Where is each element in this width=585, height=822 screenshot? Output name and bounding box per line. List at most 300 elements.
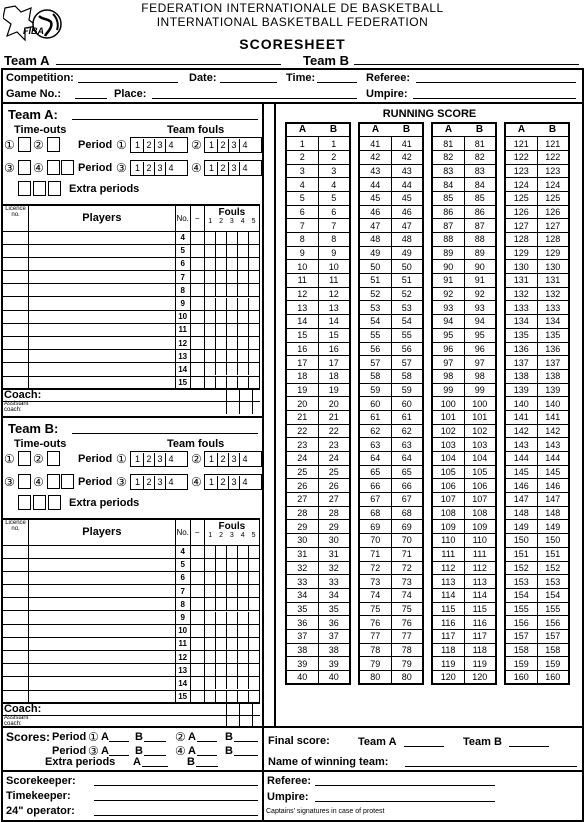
team-b-foul-slot[interactable] xyxy=(237,638,248,650)
team-a-player-cell[interactable] xyxy=(29,363,176,376)
team-a-fouls-cell[interactable] xyxy=(204,297,259,310)
running-score-b-144[interactable]: 144 xyxy=(537,452,569,466)
team-b-foul-slot[interactable] xyxy=(237,651,248,663)
running-score-a-72[interactable]: 72 xyxy=(359,561,391,575)
team-b-foul-slot[interactable] xyxy=(226,612,237,624)
running-score-b-90[interactable]: 90 xyxy=(464,260,496,274)
running-score-b-9[interactable]: 9 xyxy=(318,246,350,260)
team-a-foul-slot[interactable] xyxy=(237,298,248,310)
ep-a-field[interactable] xyxy=(142,757,168,767)
running-score-a-13[interactable]: 13 xyxy=(286,301,318,315)
running-score-b-14[interactable]: 14 xyxy=(318,315,350,329)
running-score-b-125[interactable]: 125 xyxy=(537,191,569,205)
running-score-a-41[interactable]: 41 xyxy=(359,137,391,151)
team-a-extra-period-box-1[interactable] xyxy=(18,181,31,196)
running-score-b-65[interactable]: 65 xyxy=(391,465,423,479)
running-score-a-115[interactable]: 115 xyxy=(432,602,464,616)
running-score-b-160[interactable]: 160 xyxy=(537,671,569,685)
team-b-foul-slot[interactable] xyxy=(248,625,259,637)
team-a-extra-period-box-3[interactable] xyxy=(48,181,61,196)
team-a-fouls-grid[interactable] xyxy=(205,324,259,336)
running-score-b-59[interactable]: 59 xyxy=(391,383,423,397)
running-score-b-43[interactable]: 43 xyxy=(391,164,423,178)
team-b-timeout-box-1[interactable] xyxy=(18,451,31,466)
team-a-foul-slot[interactable] xyxy=(226,311,237,323)
team-a-foul-slot[interactable] xyxy=(226,258,237,270)
team-a-foul-slot[interactable] xyxy=(215,298,226,310)
running-score-b-121[interactable]: 121 xyxy=(537,137,569,151)
team-a-fouls-grid[interactable] xyxy=(205,350,259,362)
team-a-foul-slot[interactable] xyxy=(237,232,248,244)
team-a-foul-slot[interactable] xyxy=(215,258,226,270)
running-score-a-141[interactable]: 141 xyxy=(505,410,537,424)
running-score-b-101[interactable]: 101 xyxy=(464,410,496,424)
team-b-foul-slot[interactable] xyxy=(237,691,248,703)
team-a-starter-cell[interactable] xyxy=(190,284,204,297)
running-score-a-64[interactable]: 64 xyxy=(359,452,391,466)
team-b-licence-cell[interactable] xyxy=(3,611,29,624)
running-score-a-96[interactable]: 96 xyxy=(432,342,464,356)
running-score-b-77[interactable]: 77 xyxy=(391,629,423,643)
team-b-foul-slot[interactable] xyxy=(205,638,215,650)
running-score-a-39[interactable]: 39 xyxy=(286,657,318,671)
team-a-foul-cell[interactable]: 4 xyxy=(165,139,176,152)
team-b-foul-slot[interactable] xyxy=(237,585,248,597)
running-score-a-59[interactable]: 59 xyxy=(359,383,391,397)
team-b-foul-slot[interactable] xyxy=(226,677,237,689)
running-score-a-34[interactable]: 34 xyxy=(286,588,318,602)
team-b-foul-cell[interactable]: 3 xyxy=(228,453,239,466)
running-score-b-157[interactable]: 157 xyxy=(537,629,569,643)
running-score-a-27[interactable]: 27 xyxy=(286,493,318,507)
running-score-a-113[interactable]: 113 xyxy=(432,575,464,589)
team-b-foul-slot[interactable] xyxy=(248,691,259,703)
running-score-b-13[interactable]: 13 xyxy=(318,301,350,315)
team-b-foul-cell[interactable]: 2 xyxy=(143,453,154,466)
running-score-a-102[interactable]: 102 xyxy=(432,424,464,438)
running-score-a-47[interactable]: 47 xyxy=(359,219,391,233)
team-b-foul-slot[interactable] xyxy=(226,572,237,584)
running-score-a-80[interactable]: 80 xyxy=(359,671,391,685)
team-b-fouls-grid[interactable] xyxy=(205,677,259,689)
running-score-a-28[interactable]: 28 xyxy=(286,506,318,520)
running-score-a-24[interactable]: 24 xyxy=(286,452,318,466)
running-score-a-105[interactable]: 105 xyxy=(432,465,464,479)
team-b-fouls-grid[interactable] xyxy=(205,598,259,610)
team-a-starter-cell[interactable] xyxy=(190,257,204,270)
running-score-a-58[interactable]: 58 xyxy=(359,369,391,383)
team-b-starter-cell[interactable] xyxy=(190,598,204,611)
team-b-name-field[interactable] xyxy=(72,424,258,434)
team-a-foul-slot[interactable] xyxy=(215,324,226,336)
running-score-a-158[interactable]: 158 xyxy=(505,643,537,657)
running-score-b-117[interactable]: 117 xyxy=(464,629,496,643)
running-score-b-61[interactable]: 61 xyxy=(391,410,423,424)
team-b-foul-slot[interactable] xyxy=(205,559,215,571)
team-b-fouls-grid[interactable] xyxy=(205,638,259,650)
running-score-b-158[interactable]: 158 xyxy=(537,643,569,657)
running-score-b-39[interactable]: 39 xyxy=(318,657,350,671)
running-score-b-131[interactable]: 131 xyxy=(537,274,569,288)
running-score-a-95[interactable]: 95 xyxy=(432,328,464,342)
team-a-starter-cell[interactable] xyxy=(190,244,204,257)
team-a-foul-slot[interactable] xyxy=(215,311,226,323)
p4-a-field[interactable] xyxy=(197,746,217,756)
running-score-b-55[interactable]: 55 xyxy=(391,328,423,342)
team-a-fouls-grid[interactable] xyxy=(205,377,259,389)
team-a-player-cell[interactable] xyxy=(29,350,176,363)
team-a-player-cell[interactable] xyxy=(29,323,176,336)
running-score-b-16[interactable]: 16 xyxy=(318,342,350,356)
running-score-a-1[interactable]: 1 xyxy=(286,137,318,151)
running-score-b-34[interactable]: 34 xyxy=(318,588,350,602)
team-b-foul-cell[interactable]: 1 xyxy=(208,476,214,487)
running-score-a-136[interactable]: 136 xyxy=(505,342,537,356)
running-score-a-140[interactable]: 140 xyxy=(505,397,537,411)
running-score-a-7[interactable]: 7 xyxy=(286,219,318,233)
team-b-starter-cell[interactable] xyxy=(190,637,204,650)
running-score-a-51[interactable]: 51 xyxy=(359,274,391,288)
running-score-a-126[interactable]: 126 xyxy=(505,205,537,219)
running-score-b-146[interactable]: 146 xyxy=(537,479,569,493)
final-team-a-field[interactable] xyxy=(404,737,444,747)
team-a-timeout-box-3[interactable] xyxy=(18,160,31,175)
running-score-b-73[interactable]: 73 xyxy=(391,575,423,589)
team-b-licence-cell[interactable] xyxy=(3,598,29,611)
team-a-starter-cell[interactable] xyxy=(190,323,204,336)
running-score-a-20[interactable]: 20 xyxy=(286,397,318,411)
team-a-foul-slot[interactable] xyxy=(237,245,248,257)
team-a-foul-cell[interactable]: 2 xyxy=(143,162,154,175)
running-score-b-148[interactable]: 148 xyxy=(537,506,569,520)
running-score-a-8[interactable]: 8 xyxy=(286,233,318,247)
running-score-b-104[interactable]: 104 xyxy=(464,452,496,466)
running-score-b-149[interactable]: 149 xyxy=(537,520,569,534)
date-field[interactable] xyxy=(220,73,277,83)
running-score-b-138[interactable]: 138 xyxy=(537,369,569,383)
team-b-foul-slot[interactable] xyxy=(248,677,259,689)
running-score-a-100[interactable]: 100 xyxy=(432,397,464,411)
running-score-b-72[interactable]: 72 xyxy=(391,561,423,575)
running-score-b-83[interactable]: 83 xyxy=(464,164,496,178)
team-a-foul-slot[interactable] xyxy=(248,284,259,296)
team-a-foul-slot[interactable] xyxy=(226,337,237,349)
team-a-foul-slot[interactable] xyxy=(237,350,248,362)
running-score-a-46[interactable]: 46 xyxy=(359,205,391,219)
running-score-b-52[interactable]: 52 xyxy=(391,287,423,301)
running-score-a-45[interactable]: 45 xyxy=(359,191,391,205)
team-a-player-cell[interactable] xyxy=(29,297,176,310)
team-b-foul-slot[interactable] xyxy=(226,651,237,663)
running-score-a-117[interactable]: 117 xyxy=(432,629,464,643)
team-a-player-cell[interactable] xyxy=(29,284,176,297)
team-b-foul-slot[interactable] xyxy=(237,559,248,571)
running-score-a-82[interactable]: 82 xyxy=(432,150,464,164)
game-no-field[interactable] xyxy=(75,89,107,99)
team-b-foul-slot[interactable] xyxy=(237,612,248,624)
team-b-foul-slot[interactable] xyxy=(215,651,226,663)
team-b-foul-slot[interactable] xyxy=(226,638,237,650)
running-score-b-15[interactable]: 15 xyxy=(318,328,350,342)
team-b-fouls-grid[interactable] xyxy=(205,691,259,703)
running-score-a-151[interactable]: 151 xyxy=(505,547,537,561)
running-score-a-110[interactable]: 110 xyxy=(432,534,464,548)
running-score-a-79[interactable]: 79 xyxy=(359,657,391,671)
running-score-a-157[interactable]: 157 xyxy=(505,629,537,643)
running-score-a-18[interactable]: 18 xyxy=(286,369,318,383)
team-b-foul-slot[interactable] xyxy=(205,612,215,624)
running-score-a-50[interactable]: 50 xyxy=(359,260,391,274)
running-score-b-37[interactable]: 37 xyxy=(318,629,350,643)
running-score-a-12[interactable]: 12 xyxy=(286,287,318,301)
team-b-starter-cell[interactable] xyxy=(190,558,204,571)
running-score-b-38[interactable]: 38 xyxy=(318,643,350,657)
running-score-a-116[interactable]: 116 xyxy=(432,616,464,630)
running-score-a-38[interactable]: 38 xyxy=(286,643,318,657)
running-score-a-132[interactable]: 132 xyxy=(505,287,537,301)
team-a-foul-slot[interactable] xyxy=(237,284,248,296)
team-b-foul-slot[interactable] xyxy=(248,598,259,610)
running-score-b-122[interactable]: 122 xyxy=(537,150,569,164)
running-score-a-22[interactable]: 22 xyxy=(286,424,318,438)
p3-a-field[interactable] xyxy=(109,746,129,756)
team-b-foul-slot[interactable] xyxy=(215,638,226,650)
team-a-foul-slot[interactable] xyxy=(237,337,248,349)
running-score-a-92[interactable]: 92 xyxy=(432,287,464,301)
running-score-a-87[interactable]: 87 xyxy=(432,219,464,233)
running-score-b-155[interactable]: 155 xyxy=(537,602,569,616)
team-b-foul-cell[interactable]: 2 xyxy=(217,476,228,489)
team-b-fouls-boxes-2[interactable] xyxy=(204,451,262,467)
team-a-starter-cell[interactable] xyxy=(190,350,204,363)
running-score-b-118[interactable]: 118 xyxy=(464,643,496,657)
team-b-foul-cell[interactable]: 1 xyxy=(208,453,214,464)
team-a-foul-slot[interactable] xyxy=(237,311,248,323)
running-score-a-86[interactable]: 86 xyxy=(432,205,464,219)
running-score-a-55[interactable]: 55 xyxy=(359,328,391,342)
running-score-b-31[interactable]: 31 xyxy=(318,547,350,561)
running-score-a-145[interactable]: 145 xyxy=(505,465,537,479)
running-score-a-15[interactable]: 15 xyxy=(286,328,318,342)
team-b-foul-cell[interactable]: 4 xyxy=(165,476,176,489)
running-score-b-142[interactable]: 142 xyxy=(537,424,569,438)
running-score-b-5[interactable]: 5 xyxy=(318,191,350,205)
running-score-a-85[interactable]: 85 xyxy=(432,191,464,205)
team-b-fouls-grid[interactable] xyxy=(205,664,259,676)
running-score-a-66[interactable]: 66 xyxy=(359,479,391,493)
team-b-foul-slot[interactable] xyxy=(226,598,237,610)
time-field[interactable] xyxy=(317,73,357,83)
running-score-b-109[interactable]: 109 xyxy=(464,520,496,534)
running-score-a-70[interactable]: 70 xyxy=(359,534,391,548)
team-a-foul-slot[interactable] xyxy=(215,337,226,349)
running-score-b-139[interactable]: 139 xyxy=(537,383,569,397)
running-score-a-74[interactable]: 74 xyxy=(359,588,391,602)
running-score-a-26[interactable]: 26 xyxy=(286,479,318,493)
team-a-foul-cell[interactable]: 3 xyxy=(154,139,165,152)
running-score-a-159[interactable]: 159 xyxy=(505,657,537,671)
running-score-b-24[interactable]: 24 xyxy=(318,452,350,466)
team-a-foul-slot[interactable] xyxy=(226,232,237,244)
running-score-a-77[interactable]: 77 xyxy=(359,629,391,643)
team-b-licence-cell[interactable] xyxy=(3,664,29,677)
team-a-coach-foul-col-2[interactable] xyxy=(252,388,253,414)
running-score-a-62[interactable]: 62 xyxy=(359,424,391,438)
running-score-a-154[interactable]: 154 xyxy=(505,588,537,602)
team-b-fouls-cell[interactable] xyxy=(204,558,259,571)
team-b-coach-foul-col-0[interactable] xyxy=(226,702,227,728)
running-score-a-84[interactable]: 84 xyxy=(432,178,464,192)
team-b-fouls-cell[interactable] xyxy=(204,545,259,558)
running-score-a-89[interactable]: 89 xyxy=(432,246,464,260)
team-b-foul-slot[interactable] xyxy=(248,546,259,558)
team-b-fouls-grid[interactable] xyxy=(205,651,259,663)
team-a-player-cell[interactable] xyxy=(29,244,176,257)
team-a-fouls-grid[interactable] xyxy=(205,232,259,244)
running-score-a-118[interactable]: 118 xyxy=(432,643,464,657)
running-score-a-68[interactable]: 68 xyxy=(359,506,391,520)
running-score-b-60[interactable]: 60 xyxy=(391,397,423,411)
running-score-b-95[interactable]: 95 xyxy=(464,328,496,342)
running-score-a-6[interactable]: 6 xyxy=(286,205,318,219)
team-a-player-cell[interactable] xyxy=(29,257,176,270)
team-a-foul-slot[interactable] xyxy=(237,271,248,283)
team-a-foul-slot[interactable] xyxy=(226,350,237,362)
team-a-fouls-cell[interactable] xyxy=(204,231,259,244)
team-a-fouls-grid[interactable] xyxy=(205,258,259,270)
team-a-foul-cell[interactable]: 4 xyxy=(239,162,250,175)
running-score-a-152[interactable]: 152 xyxy=(505,561,537,575)
running-score-b-82[interactable]: 82 xyxy=(464,150,496,164)
running-score-a-32[interactable]: 32 xyxy=(286,561,318,575)
team-b-fouls-grid[interactable] xyxy=(205,585,259,597)
team-b-foul-slot[interactable] xyxy=(205,572,215,584)
running-score-b-156[interactable]: 156 xyxy=(537,616,569,630)
running-score-b-11[interactable]: 11 xyxy=(318,274,350,288)
running-score-a-23[interactable]: 23 xyxy=(286,438,318,452)
team-b-foul-slot[interactable] xyxy=(215,546,226,558)
running-score-a-138[interactable]: 138 xyxy=(505,369,537,383)
running-score-b-64[interactable]: 64 xyxy=(391,452,423,466)
running-score-a-119[interactable]: 119 xyxy=(432,657,464,671)
running-score-a-54[interactable]: 54 xyxy=(359,315,391,329)
team-a-foul-slot[interactable] xyxy=(248,363,259,375)
team-b-foul-slot[interactable] xyxy=(237,598,248,610)
running-score-b-85[interactable]: 85 xyxy=(464,191,496,205)
team-a-foul-cell[interactable]: 1 xyxy=(134,162,140,173)
team-a-foul-slot[interactable] xyxy=(237,324,248,336)
team-b-player-cell[interactable] xyxy=(29,558,176,571)
running-score-a-144[interactable]: 144 xyxy=(505,452,537,466)
running-score-b-33[interactable]: 33 xyxy=(318,575,350,589)
running-score-a-30[interactable]: 30 xyxy=(286,534,318,548)
team-b-foul-slot[interactable] xyxy=(215,677,226,689)
officials-umpire-field[interactable] xyxy=(315,792,495,802)
running-score-b-106[interactable]: 106 xyxy=(464,479,496,493)
team-b-extra-period-box-1[interactable] xyxy=(18,495,31,510)
team-b-starter-cell[interactable] xyxy=(190,651,204,664)
running-score-b-153[interactable]: 153 xyxy=(537,575,569,589)
running-score-b-12[interactable]: 12 xyxy=(318,287,350,301)
running-score-a-99[interactable]: 99 xyxy=(432,383,464,397)
operator-field[interactable] xyxy=(94,806,258,816)
team-b-foul-cell[interactable]: 1 xyxy=(134,476,140,487)
running-score-a-98[interactable]: 98 xyxy=(432,369,464,383)
team-b-licence-cell[interactable] xyxy=(3,571,29,584)
running-score-a-63[interactable]: 63 xyxy=(359,438,391,452)
team-b-fouls-boxes-1[interactable] xyxy=(130,451,188,467)
running-score-a-60[interactable]: 60 xyxy=(359,397,391,411)
running-score-b-111[interactable]: 111 xyxy=(464,547,496,561)
running-score-a-52[interactable]: 52 xyxy=(359,287,391,301)
running-score-b-134[interactable]: 134 xyxy=(537,315,569,329)
team-a-fouls-boxes-2[interactable] xyxy=(204,137,262,153)
running-score-a-101[interactable]: 101 xyxy=(432,410,464,424)
running-score-b-49[interactable]: 49 xyxy=(391,246,423,260)
team-b-foul-slot[interactable] xyxy=(205,585,215,597)
running-score-a-49[interactable]: 49 xyxy=(359,246,391,260)
running-score-b-57[interactable]: 57 xyxy=(391,356,423,370)
team-a-foul-cell[interactable]: 2 xyxy=(217,162,228,175)
team-a-foul-slot[interactable] xyxy=(215,271,226,283)
running-score-a-81[interactable]: 81 xyxy=(432,137,464,151)
running-score-b-88[interactable]: 88 xyxy=(464,233,496,247)
competition-field[interactable] xyxy=(78,73,178,83)
team-a-foul-slot[interactable] xyxy=(237,377,248,389)
running-score-b-86[interactable]: 86 xyxy=(464,205,496,219)
running-score-b-26[interactable]: 26 xyxy=(318,479,350,493)
team-b-foul-slot[interactable] xyxy=(215,625,226,637)
team-b-player-cell[interactable] xyxy=(29,651,176,664)
team-b-starter-cell[interactable] xyxy=(190,545,204,558)
running-score-b-94[interactable]: 94 xyxy=(464,315,496,329)
running-score-b-100[interactable]: 100 xyxy=(464,397,496,411)
team-a-foul-slot[interactable] xyxy=(205,377,215,389)
running-score-a-97[interactable]: 97 xyxy=(432,356,464,370)
team-b-fouls-grid[interactable] xyxy=(205,625,259,637)
running-score-b-41[interactable]: 41 xyxy=(391,137,423,151)
team-a-fouls-cell[interactable] xyxy=(204,284,259,297)
running-score-a-61[interactable]: 61 xyxy=(359,410,391,424)
team-a-foul-slot[interactable] xyxy=(226,298,237,310)
team-a-fouls-boxes-4[interactable] xyxy=(204,160,262,176)
running-score-a-14[interactable]: 14 xyxy=(286,315,318,329)
team-b-foul-slot[interactable] xyxy=(205,546,215,558)
running-score-a-160[interactable]: 160 xyxy=(505,671,537,685)
running-score-b-28[interactable]: 28 xyxy=(318,506,350,520)
team-b-foul-slot[interactable] xyxy=(226,585,237,597)
running-score-b-69[interactable]: 69 xyxy=(391,520,423,534)
running-score-b-29[interactable]: 29 xyxy=(318,520,350,534)
team-a-foul-slot[interactable] xyxy=(205,337,215,349)
team-a-licence-cell[interactable] xyxy=(3,284,29,297)
running-score-a-129[interactable]: 129 xyxy=(505,246,537,260)
team-a-fouls-cell[interactable] xyxy=(204,257,259,270)
p3-b-field[interactable] xyxy=(144,746,166,756)
umpire-field[interactable] xyxy=(413,89,576,99)
team-b-foul-slot[interactable] xyxy=(237,664,248,676)
running-score-a-48[interactable]: 48 xyxy=(359,233,391,247)
team-a-foul-slot[interactable] xyxy=(226,324,237,336)
running-score-a-90[interactable]: 90 xyxy=(432,260,464,274)
running-score-a-103[interactable]: 103 xyxy=(432,438,464,452)
running-score-b-51[interactable]: 51 xyxy=(391,274,423,288)
running-score-b-70[interactable]: 70 xyxy=(391,534,423,548)
team-a-coach-foul-col-0[interactable] xyxy=(226,388,227,414)
running-score-a-123[interactable]: 123 xyxy=(505,164,537,178)
running-score-a-91[interactable]: 91 xyxy=(432,274,464,288)
running-score-a-114[interactable]: 114 xyxy=(432,588,464,602)
